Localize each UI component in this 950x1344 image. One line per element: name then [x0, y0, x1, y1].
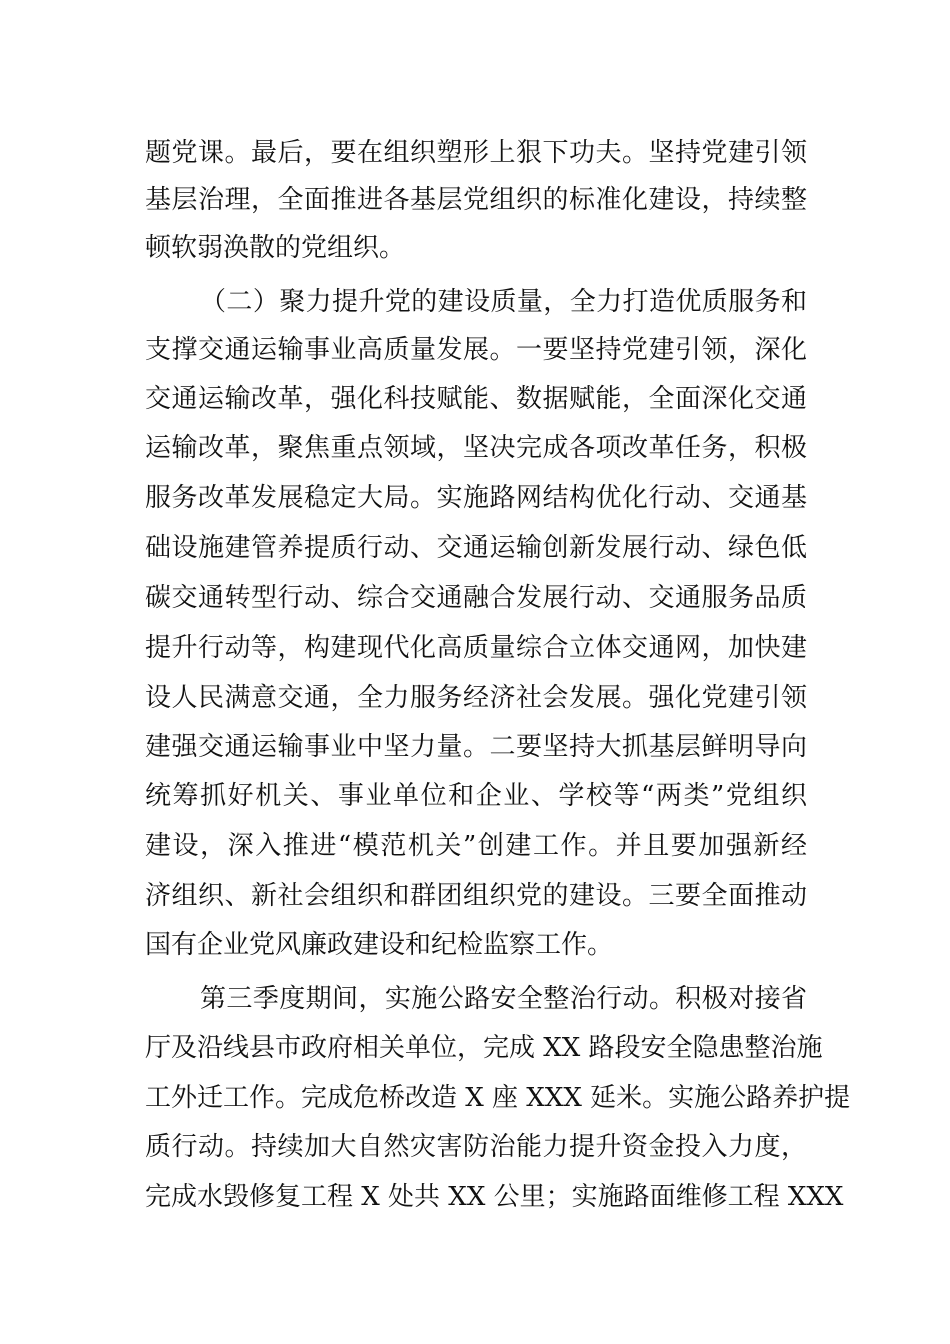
- paragraph-2-line-13: 济组织、新社会组织和群团组织党的建设。三要全面推动: [145, 881, 807, 911]
- paragraph-2-line-1: （二）聚力提升党的建设质量，全力打造优质服务和: [200, 287, 807, 317]
- paragraph-3-line-4: 质行动。持续加大自然灾害防治能力提升资金投入力度，: [145, 1132, 807, 1162]
- paragraph-1-line-3: 顿软弱涣散的党组织。: [145, 233, 406, 263]
- paragraph-2-line-4: 运输改革，聚焦重点领域，坚决完成各项改革任务，积极: [145, 433, 807, 463]
- paragraph-2-line-5: 服务改革发展稳定大局。实施路网结构优化行动、交通基: [145, 483, 807, 513]
- paragraph-2-line-9: 设人民满意交通，全力服务经济社会发展。强化党建引领: [145, 683, 807, 713]
- paragraph-2-line-8: 提升行动等，构建现代化高质量综合立体交通网，加快建: [145, 633, 807, 663]
- paragraph-2-line-2: 支撑交通运输事业高质量发展。一要坚持党建引领，深化: [145, 335, 807, 365]
- paragraph-3-line-3: 工外迁工作。完成危桥改造 X 座 XXX 延米。实施公路养护提: [145, 1083, 851, 1113]
- paragraph-2-line-7: 碳交通转型行动、综合交通融合发展行动、交通服务品质: [145, 583, 807, 613]
- paragraph-3-line-5: 完成水毁修复工程 X 处共 XX 公里；实施路面维修工程 XXX: [145, 1182, 844, 1212]
- paragraph-2-line-12: 建设，深入推进“模范机关”创建工作。并且要加强新经: [145, 831, 807, 861]
- paragraph-2-line-6: 础设施建管养提质行动、交通运输创新发展行动、绿色低: [145, 533, 807, 563]
- paragraph-1-line-1: 题党课。最后，要在组织塑形上狠下功夫。坚持党建引领: [145, 138, 807, 168]
- paragraph-1-line-2: 基层治理，全面推进各基层党组织的标准化建设，持续整: [145, 185, 807, 215]
- paragraph-2-line-11: 统筹抓好机关、事业单位和企业、学校等“两类”党组织: [145, 781, 807, 811]
- paragraph-3-line-1: 第三季度期间，实施公路安全整治行动。积极对接省: [200, 984, 807, 1014]
- paragraph-2-line-10: 建强交通运输事业中坚力量。二要坚持大抓基层鲜明导向: [145, 732, 807, 762]
- paragraph-3-line-2: 厅及沿线县市政府相关单位，完成 XX 路段安全隐患整治施: [145, 1033, 823, 1063]
- paragraph-2-line-14: 国有企业党风廉政建设和纪检监察工作。: [145, 930, 614, 960]
- paragraph-2-line-3: 交通运输改革，强化科技赋能、数据赋能，全面深化交通: [145, 384, 807, 414]
